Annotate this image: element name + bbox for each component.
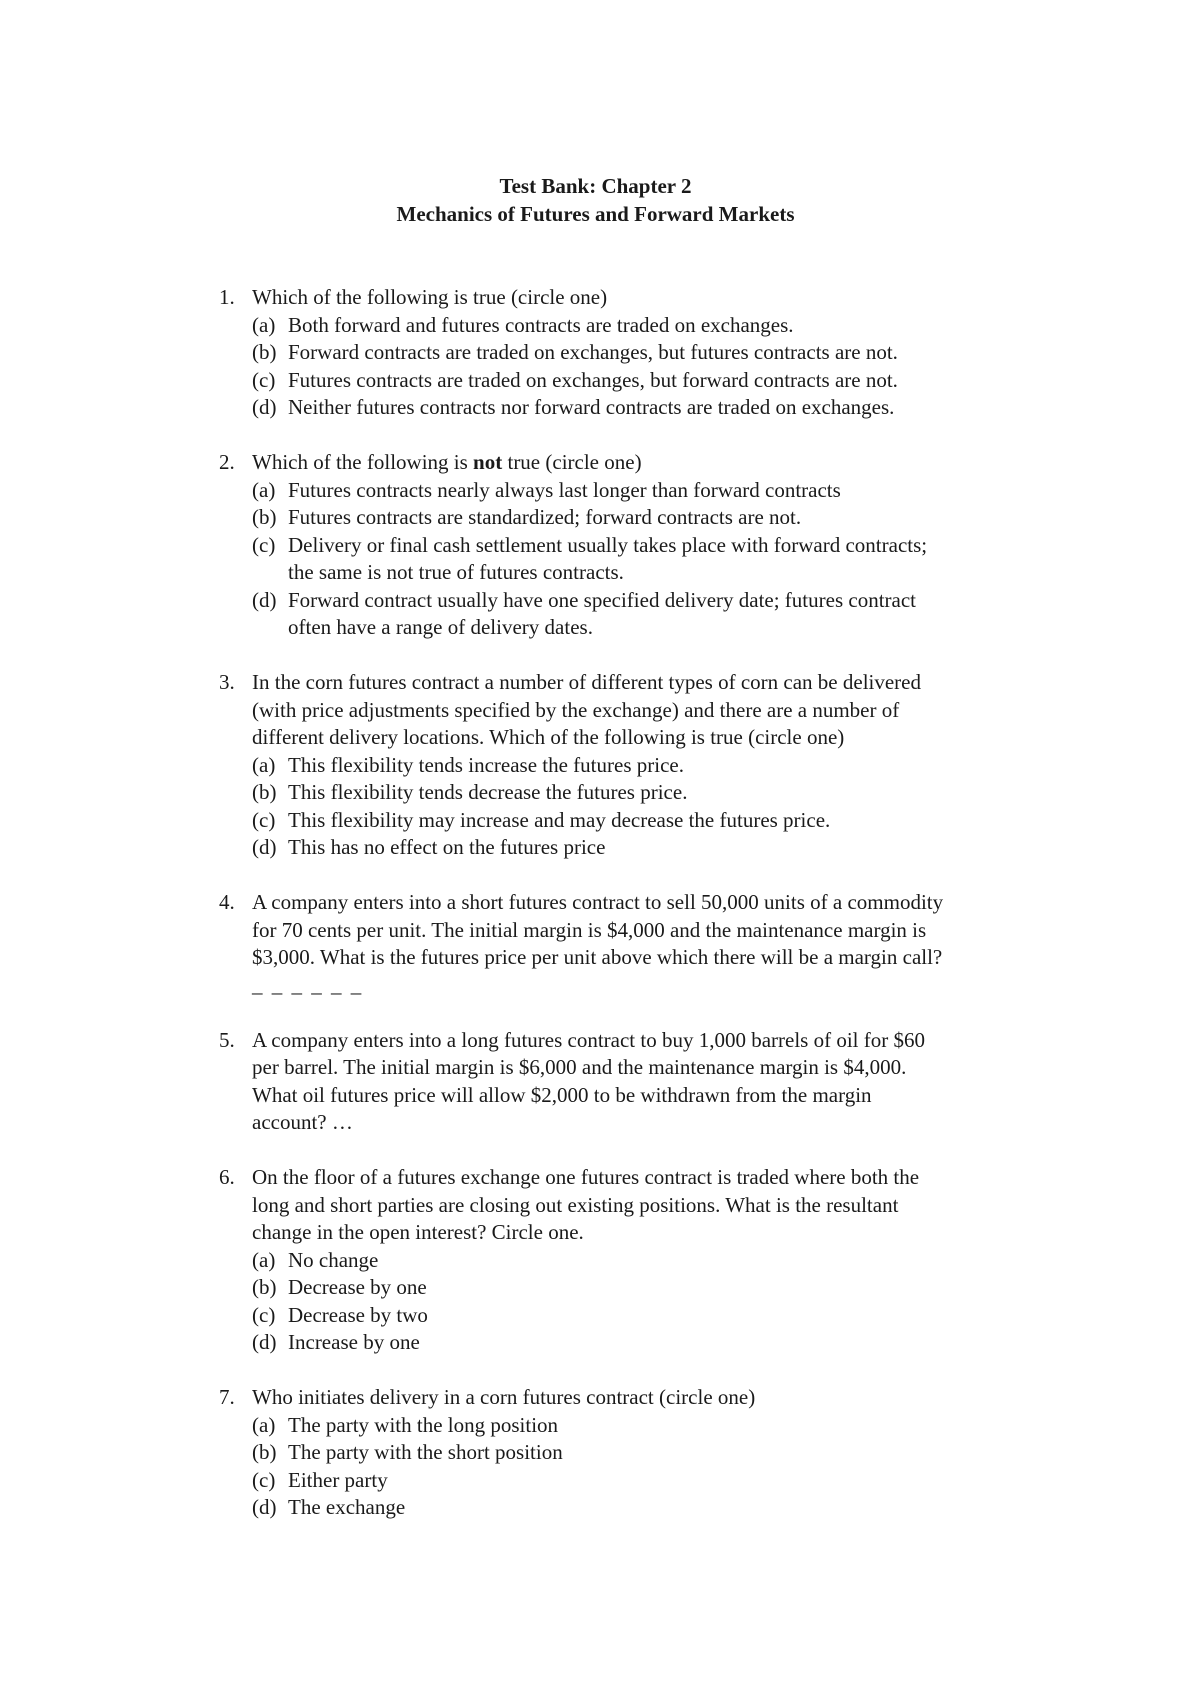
option-letter: (a)	[252, 1247, 276, 1272]
answer-blank: _ _ _ _ _ _	[252, 972, 364, 997]
option-letter: (b)	[252, 340, 277, 364]
question-stem-line: A company enters into a long futures contract to buy 1,000 barrels of oil for $60	[252, 1027, 926, 1052]
option-text: This flexibility may increase and may decrease the futures price.	[288, 807, 831, 832]
question-number: 7.	[219, 1385, 235, 1409]
question-stem-line	[252, 449, 1119, 477]
option-text: Decrease by two	[288, 1302, 428, 1327]
question-number: 1.	[219, 285, 235, 309]
option-c	[252, 532, 1119, 587]
option-text: Neither futures contracts nor forward contracts are traded on exchanges.	[288, 395, 895, 419]
option-text: This has no effect on the futures price	[288, 835, 606, 859]
option-letter: (a)	[252, 477, 276, 502]
option-text-continued: often have a range of delivery dates.	[288, 615, 593, 639]
question-number: 2.	[219, 450, 235, 474]
option-letter: (c)	[252, 532, 276, 557]
option-letter: (d)	[252, 835, 277, 859]
option-letter: (c)	[252, 1302, 276, 1327]
option-letter: (a)	[252, 752, 276, 777]
option-text: Forward contract usually have one specified delivery date; futures contract	[288, 587, 917, 612]
option-d	[252, 1329, 1119, 1357]
option-d	[252, 1494, 1119, 1522]
question-stem-line: account? …	[252, 1110, 353, 1134]
option-c	[252, 807, 1119, 835]
option-c	[252, 1467, 1119, 1495]
question-5	[219, 1027, 1119, 1137]
option-text: Either party	[288, 1467, 388, 1492]
option-letter: (c)	[252, 807, 276, 832]
option-letter: (b)	[252, 780, 277, 804]
option-text: This flexibility tends increase the futures price.	[288, 752, 684, 777]
option-b	[252, 1439, 1119, 1467]
question-stem-line: A company enters into a short futures contract to sell 50,000 units of a commodity	[252, 890, 944, 914]
option-letter: (b)	[252, 1440, 277, 1464]
option-text: Futures contracts are standardized; forward contracts are not.	[288, 505, 802, 529]
option-b	[252, 504, 1119, 532]
question-6	[219, 1164, 1119, 1357]
question-number: 6.	[219, 1165, 235, 1189]
option-letter: (d)	[252, 1330, 277, 1354]
stem-text-before: Which of the following is	[252, 450, 474, 474]
question-stem-line: Which of the following is true (circle one)	[252, 285, 608, 309]
question-3	[219, 669, 1119, 862]
stem-emphasis: not	[473, 450, 503, 474]
question-stem-line: change in the open interest? Circle one.	[252, 1220, 584, 1244]
question-number: 3.	[219, 670, 235, 694]
option-letter: (d)	[252, 1495, 277, 1519]
question-number: 5.	[219, 1027, 235, 1052]
option-letter: (b)	[252, 505, 277, 529]
option-d	[252, 587, 1119, 642]
question-stem-line: What oil futures price will allow $2,000 to be withdrawn from the margin	[252, 1082, 872, 1107]
option-text: No change	[288, 1247, 379, 1272]
option-d	[252, 394, 1119, 422]
question-1	[219, 284, 1119, 422]
option-text: The party with the long position	[288, 1412, 559, 1437]
option-text: Forward contracts are traded on exchanges, but futures contracts are not.	[288, 340, 898, 364]
question-stem-line: different delivery locations. Which of the following is true (circle one)	[252, 725, 845, 749]
question-7	[219, 1384, 1119, 1522]
title-line-1: Test Bank: Chapter 2	[499, 174, 692, 198]
option-b	[252, 339, 1119, 367]
option-text: Delivery or final cash settlement usually takes place with forward contracts;	[288, 532, 928, 557]
option-text: Increase by one	[288, 1330, 420, 1354]
option-b	[252, 779, 1119, 807]
question-stem-line: In the corn futures contract a number of different types of corn can be delivered	[252, 670, 921, 694]
option-letter: (d)	[252, 395, 277, 419]
option-letter: (d)	[252, 587, 277, 612]
question-4	[219, 889, 1119, 999]
option-text: The party with the short position	[288, 1440, 563, 1464]
option-d	[252, 834, 1119, 862]
option-letter: (c)	[252, 1467, 276, 1492]
option-text: Both forward and futures contracts are traded on exchanges.	[288, 312, 794, 337]
question-number: 4.	[219, 890, 235, 914]
option-letter: (c)	[252, 367, 276, 392]
title-line-2: Mechanics of Futures and Forward Markets	[396, 202, 795, 226]
question-stem-line: per barrel. The initial margin is $6,000 and the maintenance margin is $4,000.	[252, 1055, 907, 1079]
option-text: Futures contracts are traded on exchanges, but forward contracts are not.	[288, 367, 898, 392]
question-stem-line: $3,000. What is the futures price per unit above which there will be a margin call?	[252, 945, 943, 969]
question-stem-line: long and short parties are closing out existing positions. What is the resultant	[252, 1192, 899, 1217]
option-text: This flexibility tends decrease the futures price.	[288, 780, 688, 804]
option-text: Futures contracts nearly always last longer than forward contracts	[288, 477, 841, 502]
stem-text-after: true (circle one)	[502, 450, 642, 474]
question-stem-line: for 70 cents per unit. The initial margin is $4,000 and the maintenance margin is	[252, 917, 927, 942]
option-b	[252, 1274, 1119, 1302]
option-letter: (b)	[252, 1275, 277, 1299]
option-text: Decrease by one	[288, 1275, 427, 1299]
option-a	[252, 477, 1119, 505]
option-a	[252, 752, 1119, 780]
option-letter: (a)	[252, 312, 276, 337]
option-text-continued: the same is not true of futures contracts.	[288, 560, 624, 584]
option-c	[252, 1302, 1119, 1330]
question-stem-line: On the floor of a futures exchange one futures contract is traded where both the	[252, 1165, 920, 1189]
option-a	[252, 312, 1119, 340]
question-2	[219, 449, 1119, 642]
option-a	[252, 1247, 1119, 1275]
option-a	[252, 1412, 1119, 1440]
question-stem-line: (with price adjustments specified by the exchange) and there are a number of	[252, 697, 900, 722]
question-stem-line: Who initiates delivery in a corn futures contract (circle one)	[252, 1385, 756, 1409]
option-text: The exchange	[288, 1495, 406, 1519]
option-letter: (a)	[252, 1412, 276, 1437]
option-c	[252, 367, 1119, 395]
question-list	[219, 284, 1119, 1549]
page-title	[0, 172, 1191, 228]
